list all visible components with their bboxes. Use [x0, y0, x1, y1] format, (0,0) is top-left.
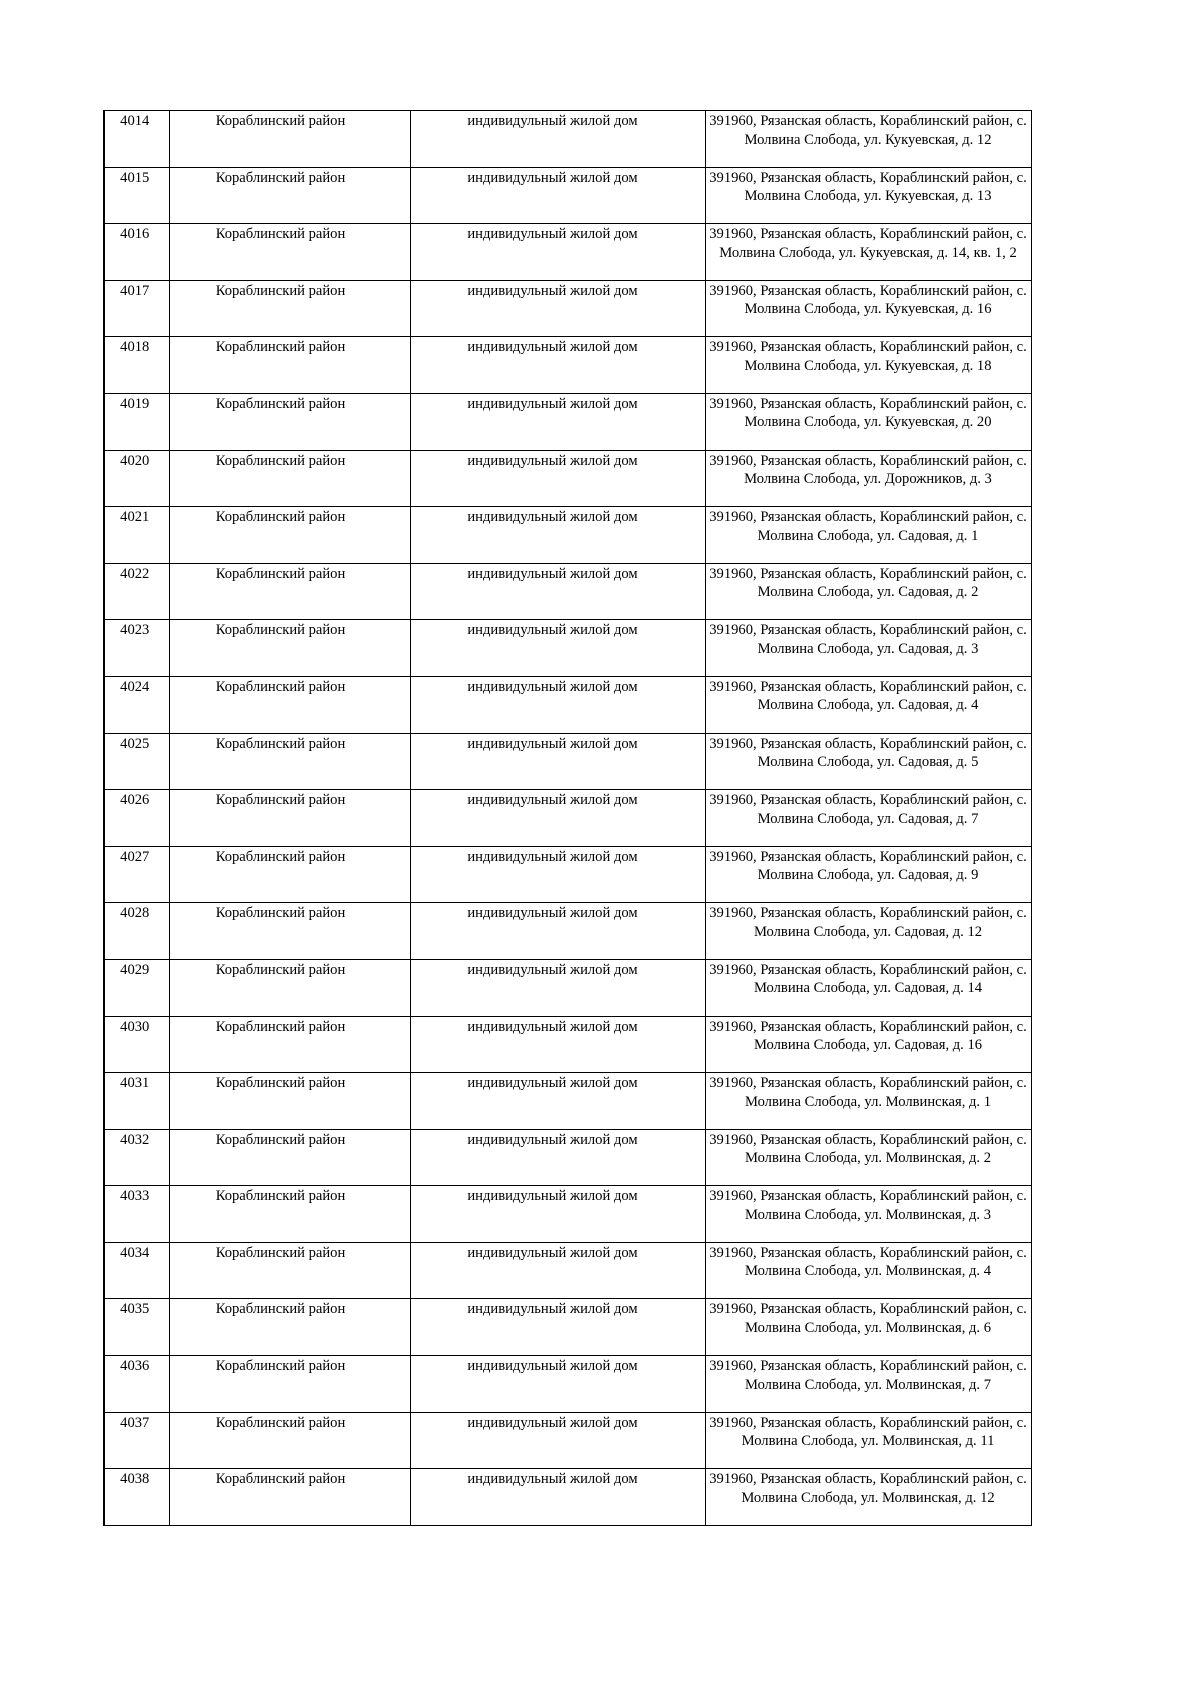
address-cell: 391960, Рязанская область, Кораблинский район, с. Молвина Слобода, ул. Молвинская, д. 2	[705, 1129, 1031, 1186]
address-cell: 391960, Рязанская область, Кораблинский район, с. Молвина Слобода, ул. Молвинская, д. 12	[705, 1469, 1031, 1526]
table-row	[104, 450, 1031, 507]
row-number-cell: 4018	[104, 337, 169, 394]
table-row	[104, 224, 1031, 281]
table-row	[104, 280, 1031, 337]
row-number-cell: 4028	[104, 903, 169, 960]
address-cell: 391960, Рязанская область, Кораблинский район, с. Молвина Слобода, ул. Молвинская, д. 7	[705, 1356, 1031, 1413]
address-cell: 391960, Рязанская область, Кораблинский район, с. Молвина Слобода, ул. Молвинская, д. 1	[705, 1073, 1031, 1130]
table-row	[104, 903, 1031, 960]
district-cell: Кораблинский район	[169, 620, 410, 677]
district-cell: Кораблинский район	[169, 450, 410, 507]
address-cell: 391960, Рязанская область, Кораблинский район, с. Молвина Слобода, ул. Кукуевская, д. 20	[705, 393, 1031, 450]
district-cell: Кораблинский район	[169, 337, 410, 394]
address-cell: 391960, Рязанская область, Кораблинский район, с. Молвина Слобода, ул. Кукуевская, д. 14, кв. 1, 2	[705, 224, 1031, 281]
row-number-cell: 4023	[104, 620, 169, 677]
building-type-cell: индивидульный жилой дом	[410, 224, 705, 281]
building-type-cell: индивидульный жилой дом	[410, 903, 705, 960]
table-row	[104, 1356, 1031, 1413]
building-type-cell: индивидульный жилой дом	[410, 167, 705, 224]
table-row	[104, 167, 1031, 224]
address-cell: 391960, Рязанская область, Кораблинский район, с. Молвина Слобода, ул. Кукуевская, д. 12	[705, 111, 1031, 168]
table-row	[104, 507, 1031, 564]
building-type-cell: индивидульный жилой дом	[410, 450, 705, 507]
row-number-cell: 4038	[104, 1469, 169, 1526]
district-cell: Кораблинский район	[169, 393, 410, 450]
row-number-cell: 4026	[104, 790, 169, 847]
building-type-cell: индивидульный жилой дом	[410, 1469, 705, 1526]
district-cell: Кораблинский район	[169, 1016, 410, 1073]
table-row	[104, 1242, 1031, 1299]
table-row	[104, 790, 1031, 847]
row-number-cell: 4022	[104, 563, 169, 620]
district-cell: Кораблинский район	[169, 280, 410, 337]
address-cell: 391960, Рязанская область, Кораблинский район, с. Молвина Слобода, ул. Садовая, д. 2	[705, 563, 1031, 620]
table-row	[104, 1186, 1031, 1243]
table-row	[104, 1469, 1031, 1526]
row-number-cell: 4036	[104, 1356, 169, 1413]
table-row	[104, 563, 1031, 620]
building-type-cell: индивидульный жилой дом	[410, 111, 705, 168]
building-type-cell: индивидульный жилой дом	[410, 507, 705, 564]
row-number-cell: 4017	[104, 280, 169, 337]
district-cell: Кораблинский район	[169, 167, 410, 224]
building-type-cell: индивидульный жилой дом	[410, 846, 705, 903]
table-row	[104, 1016, 1031, 1073]
address-cell: 391960, Рязанская область, Кораблинский район, с. Молвина Слобода, ул. Садовая, д. 14	[705, 959, 1031, 1016]
address-cell: 391960, Рязанская область, Кораблинский район, с. Молвина Слобода, ул. Молвинская, д. 4	[705, 1242, 1031, 1299]
row-number-cell: 4020	[104, 450, 169, 507]
address-cell: 391960, Рязанская область, Кораблинский район, с. Молвина Слобода, ул. Дорожников, д. 3	[705, 450, 1031, 507]
row-number-cell: 4027	[104, 846, 169, 903]
building-type-cell: индивидульный жилой дом	[410, 1299, 705, 1356]
district-cell: Кораблинский район	[169, 1073, 410, 1130]
row-number-cell: 4031	[104, 1073, 169, 1130]
district-cell: Кораблинский район	[169, 790, 410, 847]
district-cell: Кораблинский район	[169, 903, 410, 960]
row-number-cell: 4015	[104, 167, 169, 224]
table-row	[104, 959, 1031, 1016]
district-cell: Кораблинский район	[169, 846, 410, 903]
building-type-cell: индивидульный жилой дом	[410, 280, 705, 337]
district-cell: Кораблинский район	[169, 111, 410, 168]
building-type-cell: индивидульный жилой дом	[410, 393, 705, 450]
row-number-cell: 4029	[104, 959, 169, 1016]
address-cell: 391960, Рязанская область, Кораблинский район, с. Молвина Слобода, ул. Садовая, д. 7	[705, 790, 1031, 847]
housing-registry-table	[103, 110, 1032, 1526]
district-cell: Кораблинский район	[169, 1356, 410, 1413]
row-number-cell: 4024	[104, 676, 169, 733]
address-cell: 391960, Рязанская область, Кораблинский район, с. Молвина Слобода, ул. Садовая, д. 4	[705, 676, 1031, 733]
row-number-cell: 4032	[104, 1129, 169, 1186]
building-type-cell: индивидульный жилой дом	[410, 1016, 705, 1073]
building-type-cell: индивидульный жилой дом	[410, 1073, 705, 1130]
building-type-cell: индивидульный жилой дом	[410, 959, 705, 1016]
table-body	[104, 111, 1031, 1526]
address-cell: 391960, Рязанская область, Кораблинский район, с. Молвина Слобода, ул. Садовая, д. 3	[705, 620, 1031, 677]
building-type-cell: индивидульный жилой дом	[410, 1356, 705, 1413]
table-row	[104, 393, 1031, 450]
table-row	[104, 733, 1031, 790]
table-row	[104, 1412, 1031, 1469]
building-type-cell: индивидульный жилой дом	[410, 1129, 705, 1186]
table-row	[104, 1299, 1031, 1356]
table-row	[104, 337, 1031, 394]
district-cell: Кораблинский район	[169, 1412, 410, 1469]
table-row	[104, 676, 1031, 733]
building-type-cell: индивидульный жилой дом	[410, 563, 705, 620]
building-type-cell: индивидульный жилой дом	[410, 1412, 705, 1469]
row-number-cell: 4034	[104, 1242, 169, 1299]
district-cell: Кораблинский район	[169, 959, 410, 1016]
address-cell: 391960, Рязанская область, Кораблинский район, с. Молвина Слобода, ул. Садовая, д. 12	[705, 903, 1031, 960]
building-type-cell: индивидульный жилой дом	[410, 620, 705, 677]
building-type-cell: индивидульный жилой дом	[410, 733, 705, 790]
table-row	[104, 846, 1031, 903]
district-cell: Кораблинский район	[169, 563, 410, 620]
row-number-cell: 4035	[104, 1299, 169, 1356]
address-cell: 391960, Рязанская область, Кораблинский район, с. Молвина Слобода, ул. Садовая, д. 9	[705, 846, 1031, 903]
address-cell: 391960, Рязанская область, Кораблинский район, с. Молвина Слобода, ул. Молвинская, д. 3	[705, 1186, 1031, 1243]
row-number-cell: 4021	[104, 507, 169, 564]
row-number-cell: 4030	[104, 1016, 169, 1073]
row-number-cell: 4019	[104, 393, 169, 450]
building-type-cell: индивидульный жилой дом	[410, 1186, 705, 1243]
district-cell: Кораблинский район	[169, 1186, 410, 1243]
address-cell: 391960, Рязанская область, Кораблинский район, с. Молвина Слобода, ул. Кукуевская, д. 13	[705, 167, 1031, 224]
table-row	[104, 1129, 1031, 1186]
building-type-cell: индивидульный жилой дом	[410, 1242, 705, 1299]
building-type-cell: индивидульный жилой дом	[410, 676, 705, 733]
district-cell: Кораблинский район	[169, 733, 410, 790]
district-cell: Кораблинский район	[169, 1242, 410, 1299]
table-row	[104, 620, 1031, 677]
address-cell: 391960, Рязанская область, Кораблинский район, с. Молвина Слобода, ул. Садовая, д. 16	[705, 1016, 1031, 1073]
address-cell: 391960, Рязанская область, Кораблинский район, с. Молвина Слобода, ул. Кукуевская, д. 16	[705, 280, 1031, 337]
district-cell: Кораблинский район	[169, 1299, 410, 1356]
building-type-cell: индивидульный жилой дом	[410, 337, 705, 394]
address-cell: 391960, Рязанская область, Кораблинский район, с. Молвина Слобода, ул. Молвинская, д. 6	[705, 1299, 1031, 1356]
table-row	[104, 111, 1031, 168]
building-type-cell: индивидульный жилой дом	[410, 790, 705, 847]
address-cell: 391960, Рязанская область, Кораблинский район, с. Молвина Слобода, ул. Садовая, д. 1	[705, 507, 1031, 564]
district-cell: Кораблинский район	[169, 676, 410, 733]
row-number-cell: 4016	[104, 224, 169, 281]
row-number-cell: 4037	[104, 1412, 169, 1469]
table-row	[104, 1073, 1031, 1130]
district-cell: Кораблинский район	[169, 1469, 410, 1526]
row-number-cell: 4033	[104, 1186, 169, 1243]
district-cell: Кораблинский район	[169, 224, 410, 281]
district-cell: Кораблинский район	[169, 1129, 410, 1186]
address-cell: 391960, Рязанская область, Кораблинский район, с. Молвина Слобода, ул. Молвинская, д. 11	[705, 1412, 1031, 1469]
row-number-cell: 4014	[104, 111, 169, 168]
row-number-cell: 4025	[104, 733, 169, 790]
address-cell: 391960, Рязанская область, Кораблинский район, с. Молвина Слобода, ул. Садовая, д. 5	[705, 733, 1031, 790]
district-cell: Кораблинский район	[169, 507, 410, 564]
address-cell: 391960, Рязанская область, Кораблинский район, с. Молвина Слобода, ул. Кукуевская, д. 18	[705, 337, 1031, 394]
